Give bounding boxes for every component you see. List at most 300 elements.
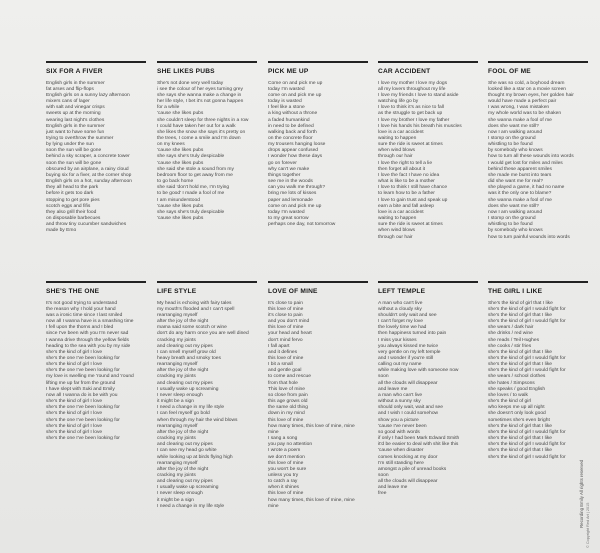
song-title: CAR ACCIDENT xyxy=(378,67,431,75)
lyric-line: my trousers hanging loose xyxy=(268,142,326,148)
lyric-line: this love of mine xyxy=(268,417,304,423)
song-lyrics xyxy=(46,301,146,443)
lyric-line: love is a car accident xyxy=(378,209,424,215)
song-block-shes-the-one xyxy=(46,281,146,442)
song-lyrics xyxy=(488,81,588,241)
lyric-line: English girls on a hot, sunday afternoon xyxy=(46,179,132,185)
lyric-line: she's the one I've been looking for xyxy=(46,417,120,423)
lyric-line: to catch a ray xyxy=(268,479,298,485)
lyric-line: It's not good trying to understand xyxy=(46,300,118,306)
lyric-line: She was so cold, a boyhood dream xyxy=(488,80,565,86)
lyric-line: earn a bite and fall asleep xyxy=(378,203,435,209)
lyric-line: it might be a sign xyxy=(157,497,194,503)
lyric-line: how many times, this love of mine, mine xyxy=(268,423,355,429)
lyric-line: she's the kind of girl I love xyxy=(46,399,103,405)
lyric-line: I can see my head go white xyxy=(157,448,217,454)
song-lyrics xyxy=(488,301,588,461)
lyric-line: since I've been with you I'm never sad xyxy=(46,331,129,337)
lyric-line: she's the one I've been looking for xyxy=(46,368,120,374)
lyric-line: I love to think it's as nice to fall xyxy=(378,105,444,111)
lyric-line: she's the kind of girl I love xyxy=(46,349,103,355)
lyric-line: this love of mine xyxy=(268,356,304,361)
lyric-line: and gentle goal xyxy=(268,368,302,374)
lyric-line: 'cause she likes pubs xyxy=(157,148,204,154)
lyric-line: show you a picture xyxy=(378,417,419,423)
lyric-line: my mouth's flooded and I can't spell xyxy=(157,306,235,312)
lyric-line: I am misunderstood xyxy=(157,197,200,203)
lyric-line: and leave me xyxy=(378,485,408,491)
lyric-line: does she want me still? xyxy=(488,203,539,209)
lyric-line: she's the kind of girl that I like xyxy=(488,423,553,429)
lyric-line: wearing last night's clothes xyxy=(46,117,105,123)
lyric-line: by somebody who knows xyxy=(488,148,543,154)
lyric-line: and clearing out my pipes xyxy=(157,479,213,485)
lyric-line: to be good' I made a fool of me xyxy=(157,191,225,197)
lyric-line: just want to have some fun xyxy=(46,129,105,135)
title-rule xyxy=(46,281,146,283)
lyric-line: I can smell myself grow old xyxy=(157,349,216,355)
lyric-line: when it shines xyxy=(268,485,299,491)
lyric-line: I love the fact I have no idea xyxy=(378,172,440,178)
lyric-line: I fall apart xyxy=(268,343,290,349)
lyric-line: English girls on a sunny lazy afternoon xyxy=(46,92,130,98)
lyric-line: I miss your kisses xyxy=(378,337,417,343)
lyric-line: I love my friends I love to stand aside xyxy=(378,92,459,98)
lyric-line: she wears / school clothes xyxy=(488,374,546,380)
lyric-line: through our hair xyxy=(378,234,413,240)
lyric-line: watching life go by xyxy=(378,99,419,105)
lyric-line: mine xyxy=(268,503,279,509)
lyric-line: and clearing out my pipes xyxy=(157,380,213,386)
lyric-line: she's the kind of girl that I like xyxy=(488,436,553,442)
lyric-line: behind these apparent smiles xyxy=(488,166,552,172)
song-title: LIFE STYLE xyxy=(157,287,197,295)
lyric-line: after the joy of the night xyxy=(157,429,209,435)
lyric-line: heavy breath and smoky toes xyxy=(157,356,221,361)
lyric-line: she says she's truly despicable xyxy=(157,154,225,160)
lyric-line: can you walk me through? xyxy=(268,185,326,191)
song-lyrics xyxy=(157,301,257,510)
song-block-six-for-a-fiver xyxy=(46,61,146,235)
lyric-line: she played a game, it had no name xyxy=(488,185,565,191)
lyric-line: she wanna make a fool of me xyxy=(488,117,552,123)
lyric-line: heading to the sea with you by my side xyxy=(46,343,131,349)
song-title: SHE'S THE ONE xyxy=(46,287,100,295)
lyric-line: free xyxy=(378,491,387,497)
title-rule xyxy=(268,61,368,63)
lyric-line: from that hole xyxy=(268,380,298,386)
lyric-line: without a cloudy sky xyxy=(378,306,422,312)
lyric-line: she speaks / good English xyxy=(488,386,546,392)
lyric-line: she's the one I've been looking for xyxy=(46,405,120,411)
lyric-line: this love of mine xyxy=(268,325,304,331)
lyric-line: soon the sun will be gone xyxy=(46,160,102,166)
lyric-line: they all head to the park xyxy=(46,185,99,191)
lyric-line: scotch eggs and fifis xyxy=(46,203,91,209)
lyric-line: 'cause she likes pubs xyxy=(157,160,204,166)
lyric-line: for a while xyxy=(157,105,180,111)
lyric-line: cracking my joints xyxy=(157,374,196,380)
lyric-line: sure the ride is sweet at times xyxy=(378,142,443,148)
lyric-line: I wanna drive through the yellow fields xyxy=(46,337,129,343)
lyric-line: soon xyxy=(378,472,389,478)
lyric-line: and clearing out my pipes xyxy=(157,442,213,448)
lyric-line: she's the kind of girl that I like xyxy=(488,349,553,355)
lyric-line: to go back home xyxy=(157,179,194,185)
lyric-line: today is wasted xyxy=(268,99,302,105)
song-lyrics xyxy=(268,81,368,229)
lyric-line: to come and rescue xyxy=(268,374,311,380)
lyric-line: 'cause she likes pubs xyxy=(157,203,204,209)
credit-text xyxy=(579,460,584,528)
lyric-line: she loves / to walk xyxy=(488,392,528,398)
lyric-line: I love my mother I love my dogs xyxy=(378,80,448,86)
lyric-line: then forget all about it xyxy=(378,166,426,172)
lyric-line: I never sleep enough xyxy=(157,392,203,398)
lyric-line: lifting me up far from the ground xyxy=(46,380,116,386)
lyric-line: things together xyxy=(268,172,301,178)
lyric-line: she cooks / stir fries xyxy=(488,343,532,349)
copyright-text: © Copyright Red Art | 2015 xyxy=(586,502,590,548)
lyric-line: she couldn't sleep for three nights in a row xyxy=(157,117,249,123)
lyric-line: your head and heart xyxy=(268,331,312,337)
lyric-line: so close from pain xyxy=(268,392,308,398)
lyric-line: and I wish I could somehow xyxy=(378,411,439,417)
song-block-left-temple xyxy=(378,281,478,498)
lyric-line: how to turn painful wounds into words xyxy=(488,234,570,240)
lyric-line: mixers cans of lager xyxy=(46,99,90,105)
lyric-line: come on and pick me up xyxy=(268,92,322,98)
title-rule xyxy=(157,61,257,63)
lyric-line: what is like to be a mother xyxy=(378,179,435,185)
lyric-line: while making love with someone now xyxy=(378,368,459,374)
lyric-line: A man who can't live xyxy=(378,300,423,306)
lyric-line: she's the kind of girl I would fight for xyxy=(488,454,566,460)
title-rule xyxy=(488,281,588,283)
lyric-line: why can't we make xyxy=(268,166,310,172)
lyric-line: down in my mind xyxy=(268,411,305,417)
lyric-line: English girls in the summer xyxy=(46,80,105,86)
song-block-pick-me-up xyxy=(268,61,368,228)
lyric-line: 'cause I've never been xyxy=(378,423,427,429)
song-lyrics xyxy=(378,81,478,241)
lyric-line: and clearing out my pipes xyxy=(157,343,213,349)
lyric-line: in need to be defined xyxy=(268,123,314,129)
song-block-she-likes-pubs xyxy=(157,61,257,222)
lyric-line: English girls in the summer xyxy=(46,123,105,129)
lyric-line: she likes the snow she says it's pretty on xyxy=(157,129,246,135)
lyric-line: I could have taken her out for a walk xyxy=(157,123,236,129)
lyric-line: on the concrete floor xyxy=(268,136,313,141)
lyric-line: bring me lots of kisses xyxy=(268,191,317,197)
lyric-line: sweets up at the morning xyxy=(46,111,101,117)
lyric-line: she's the one I've been looking for xyxy=(46,436,120,442)
lyric-line: she reads / Teil Hughes xyxy=(488,337,540,343)
lyric-line: I love his hands his breath his muscles xyxy=(378,123,462,129)
lyric-line: I'm still standing here xyxy=(378,460,424,466)
lyric-line: it's close to pain xyxy=(268,312,303,318)
lyric-line: she's the kind of girl I would fight for xyxy=(488,429,566,435)
lyric-line: who keeps me up all night xyxy=(488,405,545,411)
lyric-line: I love to gain trust and speak up xyxy=(378,197,448,203)
credit-line-1: Recording Emily xyxy=(579,496,584,528)
lyric-line: she's the kind of girl I love xyxy=(46,411,103,417)
song-block-fool-of-me xyxy=(488,61,588,241)
lyric-line: today I'm wasted xyxy=(268,209,305,215)
song-title: LOVE OF MINE xyxy=(268,287,318,295)
lyric-line: through our hair xyxy=(378,154,413,160)
lyric-line: she wanna make a fool of me xyxy=(488,197,552,203)
lyric-line: and leave me xyxy=(378,386,408,392)
lyric-line: soon the sun will be gone xyxy=(46,148,102,154)
lyric-line: She's the kind of girl that I like xyxy=(488,300,553,306)
title-rule xyxy=(378,281,478,283)
lyric-line: I need a change in my life style xyxy=(157,405,225,411)
lyric-line: it might be a sign xyxy=(157,399,194,405)
lyric-line: a king without a throne xyxy=(268,111,318,117)
lyric-line: if only I had been Mark Edward Smith xyxy=(378,436,460,442)
lyric-line: don't do any harm once you are well dined xyxy=(157,331,249,337)
lyric-line: I never sleep enough xyxy=(157,491,203,497)
lyric-line: she doesn't only look good xyxy=(488,411,546,417)
title-rule xyxy=(488,61,588,63)
lyric-line: to learn how to be a father xyxy=(378,191,435,197)
lyric-line: 'cause she likes pubs xyxy=(157,216,204,222)
lyric-line: rearranging myself xyxy=(157,460,198,466)
lyric-line: love is a car accident xyxy=(378,129,424,135)
lyric-line: today I'm wasted xyxy=(268,86,305,92)
lyric-line: after the joy of the night xyxy=(157,319,209,325)
lyric-line: I bit a small xyxy=(268,362,293,368)
lyric-line: 'cause when disaster xyxy=(378,448,424,454)
lyric-line: she's the kind of girl I would fight for xyxy=(488,368,566,374)
song-title: LEFT TEMPLE xyxy=(378,287,426,295)
lyric-line: I love to think I still have chance xyxy=(378,185,448,191)
lyric-line: I would get lost for miles and miles xyxy=(488,160,563,166)
lyric-line: it'd be easier to deal with shit like this xyxy=(378,442,459,448)
lyric-line: Come on and pick me up xyxy=(268,80,323,86)
lyric-line: buying six for a fiver, at the corner shop xyxy=(46,172,132,178)
lyric-line: my love is swelling me 'round and 'round xyxy=(46,374,134,380)
lyric-line: rearranging myself xyxy=(157,423,198,429)
song-block-car-accident xyxy=(378,61,478,241)
lyric-line: thought my brown eyes, her golden hair xyxy=(488,92,574,98)
lyric-line: trying to overthrow the summer xyxy=(46,136,114,141)
lyric-line: she drinks / red wine xyxy=(488,331,533,337)
lyric-line: I usually wake up screaming xyxy=(157,485,219,491)
lyric-line: my whole world was to be shaken xyxy=(488,111,562,117)
song-title: PICK ME UP xyxy=(268,67,309,75)
lyric-line: on my knees xyxy=(157,142,185,148)
lyric-line: all the clouds will disappear xyxy=(378,380,438,386)
lyric-line: you pay no attention xyxy=(268,442,313,448)
lyric-line: she said 'don't hold me, I'm trying xyxy=(157,185,230,191)
lyric-line: I love the right to tell a lie xyxy=(378,160,433,166)
lyric-line: she's the kind of girl xyxy=(488,399,532,405)
lyric-line: now I am walking around xyxy=(488,209,543,215)
lyric-line: the trees, I come a smile and I'm down xyxy=(157,136,241,141)
lyric-line: I can feel myself go bold xyxy=(157,411,210,417)
lyric-line: a faded humankind xyxy=(268,117,310,123)
lyric-line: mama said some scotch or wine xyxy=(157,325,227,331)
lyric-line: how many times, this love of mine, mine xyxy=(268,497,355,503)
lyric-line: 'cause she likes pubs xyxy=(157,111,204,117)
lyric-line: obscured by an airplane, a rainy cloud xyxy=(46,166,129,172)
lyric-line: did she want me for real? xyxy=(488,179,543,185)
lyric-line: see me in the woods xyxy=(268,179,313,185)
lyric-line: we don't mention xyxy=(268,454,305,460)
lyric-line: I need a change in my life style xyxy=(157,503,225,509)
lyric-line: i see the colour of her eyes turning grey xyxy=(157,86,243,92)
lyric-line: She's not done very well today xyxy=(157,80,224,86)
lyric-line: looked like a star on a movie screen xyxy=(488,86,567,92)
lyric-line: whistling to be found xyxy=(488,142,533,148)
lyric-line: this love of mine xyxy=(268,491,304,497)
lyric-line: comes knocking at my door xyxy=(378,454,438,460)
lyric-line: rearranging myself xyxy=(157,312,198,318)
lyric-line: rearranging myself xyxy=(157,362,198,368)
lyric-line: they also grill their food xyxy=(46,209,97,215)
lyric-line: This love of mine xyxy=(268,386,305,392)
song-lyrics xyxy=(378,301,478,498)
lyric-line: I was wrong, I was mistaken xyxy=(488,105,550,111)
lyric-line: she's the kind of girl that I like xyxy=(488,362,553,368)
lyric-line: was it the only one to blame? xyxy=(488,191,552,197)
lyric-line: the lovely time we had xyxy=(378,325,427,331)
lyric-line: I can't forget my love xyxy=(378,319,423,325)
lyric-line: waiting to happen xyxy=(378,136,417,141)
lyric-line: perhaps one day, not tomorrow xyxy=(268,222,336,228)
lyric-line: calling out my name xyxy=(378,362,422,368)
song-lyrics xyxy=(157,81,257,223)
lyric-line: I love my brother I love my father xyxy=(378,117,450,123)
lyric-line: go on forever xyxy=(268,160,297,166)
lyric-line: by somebody who knows xyxy=(488,228,543,234)
lyric-line: she's the kind of girl that I like xyxy=(488,312,553,318)
lyric-line: you won't be sure xyxy=(268,466,307,472)
lyric-line: after the joy of the night xyxy=(157,466,209,472)
lyric-line: stopping to get pore pies xyxy=(46,197,100,203)
lyric-line: without a sunny sky xyxy=(378,399,421,405)
lyric-line: this love of mine xyxy=(268,460,304,466)
lyric-line: I sang a song xyxy=(268,436,298,442)
lyric-line: I stomp on the ground xyxy=(488,216,536,222)
lyric-line: made by Emo xyxy=(46,228,77,234)
lyric-line: then happiness turned into pain xyxy=(378,331,447,337)
lyric-line: bedroom floor to get away from me xyxy=(157,172,233,178)
lyric-line: drops appear confused xyxy=(268,148,319,154)
title-rule xyxy=(268,281,368,283)
lyric-line: all my lovers throughout my life xyxy=(378,86,446,92)
lyric-line: fat arses and flip-flops xyxy=(46,86,94,92)
lyric-line: walking back and forth xyxy=(268,129,317,135)
lyric-line: by lying under the sun xyxy=(46,142,94,148)
lyric-line: would have made a perfect pair xyxy=(488,99,557,105)
lyric-line: she said she stole a sound from my xyxy=(157,166,234,172)
lyric-line: when wind blows xyxy=(378,148,415,154)
lyric-line: she's the kind of girl I love xyxy=(46,362,103,368)
lyric-line: she's the kind of girl I would fight for xyxy=(488,319,566,325)
lyric-line: when through my hair the wind blows xyxy=(157,417,238,423)
lyric-line: now I am walking around xyxy=(488,129,543,135)
song-lyrics xyxy=(46,81,146,235)
lyric-line: she hates / Simpsons xyxy=(488,380,535,386)
lyric-line: so good with words xyxy=(378,429,420,435)
title-rule xyxy=(157,281,257,283)
lyric-line: now all I wanna do is be with you xyxy=(46,392,118,398)
lyric-line: I usually wake up screaming xyxy=(157,386,219,392)
lyric-line: she says she wanna make a change in xyxy=(157,92,242,98)
lyric-line: I feel like a stone xyxy=(268,105,305,111)
lyric-line: now all I wanna have is a smashing time xyxy=(46,319,134,325)
title-rule xyxy=(46,61,146,63)
lyric-line: she made me burst into tears xyxy=(488,172,552,178)
lyric-line: cracking my joints xyxy=(157,436,196,442)
song-block-life-style xyxy=(157,281,257,510)
title-rule xyxy=(378,61,478,63)
lyric-line: before it gets too dark xyxy=(46,191,94,197)
lyric-line: I wonder how these days xyxy=(268,154,323,160)
lyric-line: should only wait, wait and see xyxy=(378,405,443,411)
lyric-line: this love of mine xyxy=(268,306,304,312)
lyric-line: as the struggle to get back up xyxy=(378,111,443,117)
lyric-line: she's the one I've been looking for xyxy=(46,356,120,361)
lyric-line: It's close to pain xyxy=(268,300,303,306)
lyric-line: come on and pick me up xyxy=(268,203,322,209)
lyric-line: she says she's truly despicable xyxy=(157,209,225,215)
lyric-line: I fell upon the thorns and I bled xyxy=(46,325,114,331)
lyric-line: she's the kind of girl I love xyxy=(46,423,103,429)
song-lyrics xyxy=(268,301,368,510)
lyric-line: was a ironic time since I last smiled xyxy=(46,312,123,318)
song-block-the-girl-i-like xyxy=(488,281,588,461)
lyric-line: this age grows old xyxy=(268,399,308,405)
lyric-line: amongst a pile of unread books xyxy=(378,466,447,472)
lyric-line: does she want me still? xyxy=(488,123,539,129)
lyric-line: her life style, I bet it's not gonna happen xyxy=(157,99,244,105)
lyric-line: she wears / dark hair xyxy=(488,325,534,331)
lyric-line: soon xyxy=(378,374,389,380)
lyric-line: I stomp on the ground xyxy=(488,136,536,141)
song-title: SIX FOR A FIVER xyxy=(46,67,103,75)
lyric-line: on disposable barbecues xyxy=(46,216,101,222)
lyric-line: behind a sky scraper, a concrete tower xyxy=(46,154,130,160)
lyric-line: she's the kind of girl I love xyxy=(46,429,103,435)
lyric-line: she's the kind of girl that I like xyxy=(488,448,553,454)
song-title: SHE LIKES PUBS xyxy=(157,67,215,75)
lyric-line: a man who can't live xyxy=(378,392,423,398)
lyric-line: sure the ride is sweet at times xyxy=(378,222,443,228)
lyric-line: she's the kind of girl I would fight for xyxy=(488,442,566,448)
credit-line-2: All rights reserved xyxy=(579,459,584,496)
lyric-line: after the joy of the night xyxy=(157,368,209,374)
lyric-line: My head is echoing with fairy tales xyxy=(157,300,232,306)
lyric-line: don't mind fervo xyxy=(268,337,303,343)
song-title: FOOL OF ME xyxy=(488,67,531,75)
lyric-line: waiting to happen xyxy=(378,216,417,222)
lyric-line: with salt and vinegar crisps xyxy=(46,105,105,111)
lyric-line: you always kissed me twice xyxy=(378,343,439,349)
lyric-line: cracking my joints xyxy=(157,472,196,478)
lyric-line: paper and lemonade xyxy=(268,197,313,203)
lyric-line: I wrote a poem xyxy=(268,448,301,454)
lyric-line: I have slept with Suki and Emily xyxy=(46,386,115,392)
lyric-line: while looking up at birds flying high xyxy=(157,454,233,460)
lyric-line: she's the kind of girl I would fight for xyxy=(488,356,566,361)
lyric-line: the same old thing xyxy=(268,405,308,411)
song-title: THE GIRL I LIKE xyxy=(488,287,543,295)
lyric-line: to my great sorrow xyxy=(268,216,309,222)
